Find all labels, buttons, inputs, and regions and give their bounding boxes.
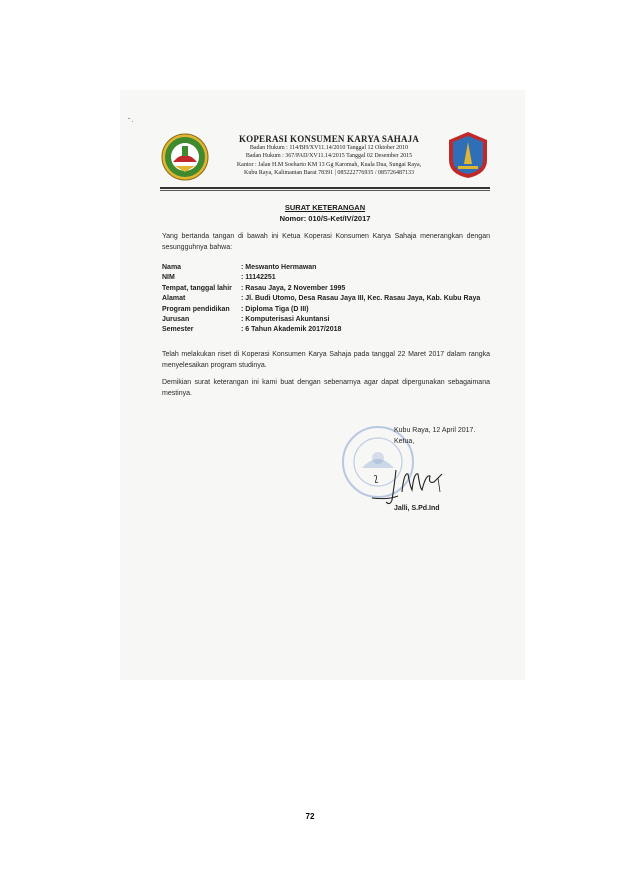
field-label: NIM xyxy=(162,274,175,282)
field-row-program xyxy=(162,305,502,315)
field-value: : Meswanto Hermawan xyxy=(241,264,317,271)
letterhead-rule-thin xyxy=(160,190,490,191)
place-date: Kubu Raya, 12 April 2017. xyxy=(394,427,476,434)
signer-position: Ketua, xyxy=(394,438,415,445)
field-label: Semester xyxy=(162,326,194,334)
field-row-address xyxy=(162,294,502,304)
closing-paragraph: Demikian surat keterangan ini kami buat dengan sebenarnya agar dapat dipergunakan sebagaimana mestinya. xyxy=(162,379,490,397)
page-number: 72 xyxy=(305,812,315,821)
document-title: SURAT KETERANGAN xyxy=(284,203,366,212)
scan-speck xyxy=(132,121,133,122)
handwritten-signature-icon xyxy=(368,462,452,510)
field-label: Jurusan xyxy=(162,316,190,324)
field-value: : Jl. Budi Utomo, Desa Rasau Jaya III, Kec. Rasau Jaya, Kab. Kubu Raya xyxy=(241,295,481,303)
field-label: Nama xyxy=(162,264,182,271)
field-row-birth xyxy=(162,284,502,294)
field-row-semester xyxy=(162,325,502,335)
letterhead xyxy=(160,130,490,188)
signer-name: Jalli, S.Pd.Ind xyxy=(394,505,440,512)
field-label: Alamat xyxy=(162,295,186,303)
field-value: : 6 Tahun Akademik 2017/2018 xyxy=(241,326,342,334)
address-line-1: Kantor : Jalan H.M Soeharto KM 13 Gg Karomah, Kuala Dua, Sungai Raya, xyxy=(236,161,422,168)
intro-paragraph: Yang bertanda tangan di bawah ini Ketua Koperasi Konsumen Karya Sahaja menerangkan dengan sesungguhnya bahwa: xyxy=(162,233,490,251)
body-paragraph: Telah melakukan riset di Koperasi Konsumen Karya Sahaja pada tanggal 22 Maret 2017 dalam rangka menyelesaikan program studinya. xyxy=(162,351,490,369)
legal-line-2: Badan Hukum : 367/PAD/XV11.14/2015 Tanggal 02 Desember 2015 xyxy=(245,153,413,160)
field-row-name xyxy=(162,263,502,273)
address-line-2: Kubu Raya, Kalimantan Barat 78391 | 085222776935 / 085726487133 xyxy=(243,170,414,177)
cooperative-logo-icon xyxy=(160,132,210,182)
field-row-major xyxy=(162,315,502,325)
field-value: : Diploma Tiga (D III) xyxy=(241,305,309,313)
letterhead-text xyxy=(212,130,446,178)
field-value: : 11142251 xyxy=(241,274,276,282)
legal-line-1: Badan Hukum : 114/BH/XV11.14/2010 Tanggal 12 Oktober 2010 xyxy=(249,145,409,151)
scan-speck xyxy=(128,118,130,119)
signature-block xyxy=(394,425,475,447)
student-details xyxy=(162,263,502,336)
regional-emblem-icon xyxy=(446,130,490,180)
field-value: : Komputerisasi Akuntansi xyxy=(241,316,330,324)
field-label: Program pendidikan xyxy=(162,305,230,313)
field-label: Tempat, tanggal lahir xyxy=(162,284,232,292)
organization-name: KOPERASI KONSUMEN KARYA SAHAJA xyxy=(238,134,420,144)
field-row-nim xyxy=(162,273,502,283)
document-number: Nomor: 010/S-Ket/IV/2017 xyxy=(279,214,371,223)
letterhead-rule xyxy=(160,187,490,189)
field-value: : Rasau Jaya, 2 November 1995 xyxy=(241,284,346,292)
